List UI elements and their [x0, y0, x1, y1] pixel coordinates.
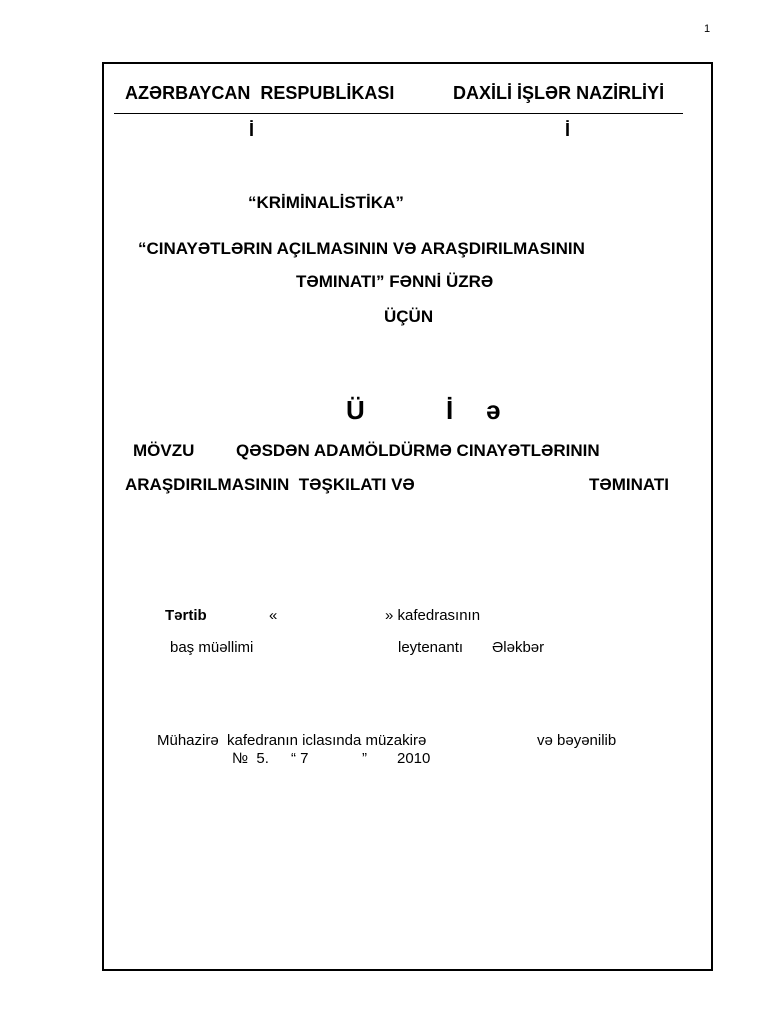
- topic-line-1: QƏSDƏN ADAMÖLDÜRMƏ CINAYƏTLƏRININ: [236, 441, 600, 460]
- topic-line-2-part-1: ARAŞDIRILMASININ TƏŞKILATI VƏ: [125, 475, 415, 494]
- department-label: » kafedrasının: [385, 607, 481, 624]
- approval-text-end: və bəyənilib: [537, 732, 617, 749]
- author-position: baş müəllimi: [170, 639, 254, 656]
- fragment-u: Ü: [346, 395, 365, 425]
- author-rank: leytenantı: [398, 639, 464, 656]
- subject-line-1: “CINAYƏTLƏRIN AÇILMASININ VƏ ARAŞDIRILMASININ: [138, 239, 585, 258]
- subject-line-3: ÜÇÜN: [384, 307, 434, 326]
- header-fragment-right: İ: [565, 120, 571, 140]
- department-quote-open: «: [269, 607, 278, 624]
- topic-label: MÖVZU: [133, 441, 195, 460]
- author-label: Tərtib: [165, 607, 207, 624]
- author-name: Ələkbər: [492, 639, 545, 656]
- protocol-quote-close: ”: [362, 750, 367, 767]
- protocol-year: 2010: [397, 750, 431, 767]
- subject-title: “KRİMİNALİSTİKA”: [248, 193, 404, 212]
- page-number: 1: [704, 23, 711, 35]
- header-rule: [114, 113, 683, 114]
- fragment-i: İ: [446, 395, 454, 425]
- ministry-name: DAXİLİ İŞLƏR NAZİRLİYİ: [453, 83, 665, 103]
- header-fragment-left: İ: [249, 120, 255, 140]
- subject-line-2: TƏMINATI” FƏNNİ ÜZRƏ: [296, 272, 494, 291]
- fragment-e: ə: [486, 395, 501, 425]
- topic-line-2-part-2: TƏMINATI: [589, 475, 670, 494]
- document-frame: [102, 62, 713, 971]
- protocol-number: № 5.: [232, 750, 269, 767]
- protocol-day: “ 7: [291, 750, 309, 767]
- ministry-country: AZƏRBAYCAN RESPUBLİKASI: [125, 83, 395, 103]
- approval-text: Mühazirə kafedranın iclasında müzakirə: [157, 732, 427, 749]
